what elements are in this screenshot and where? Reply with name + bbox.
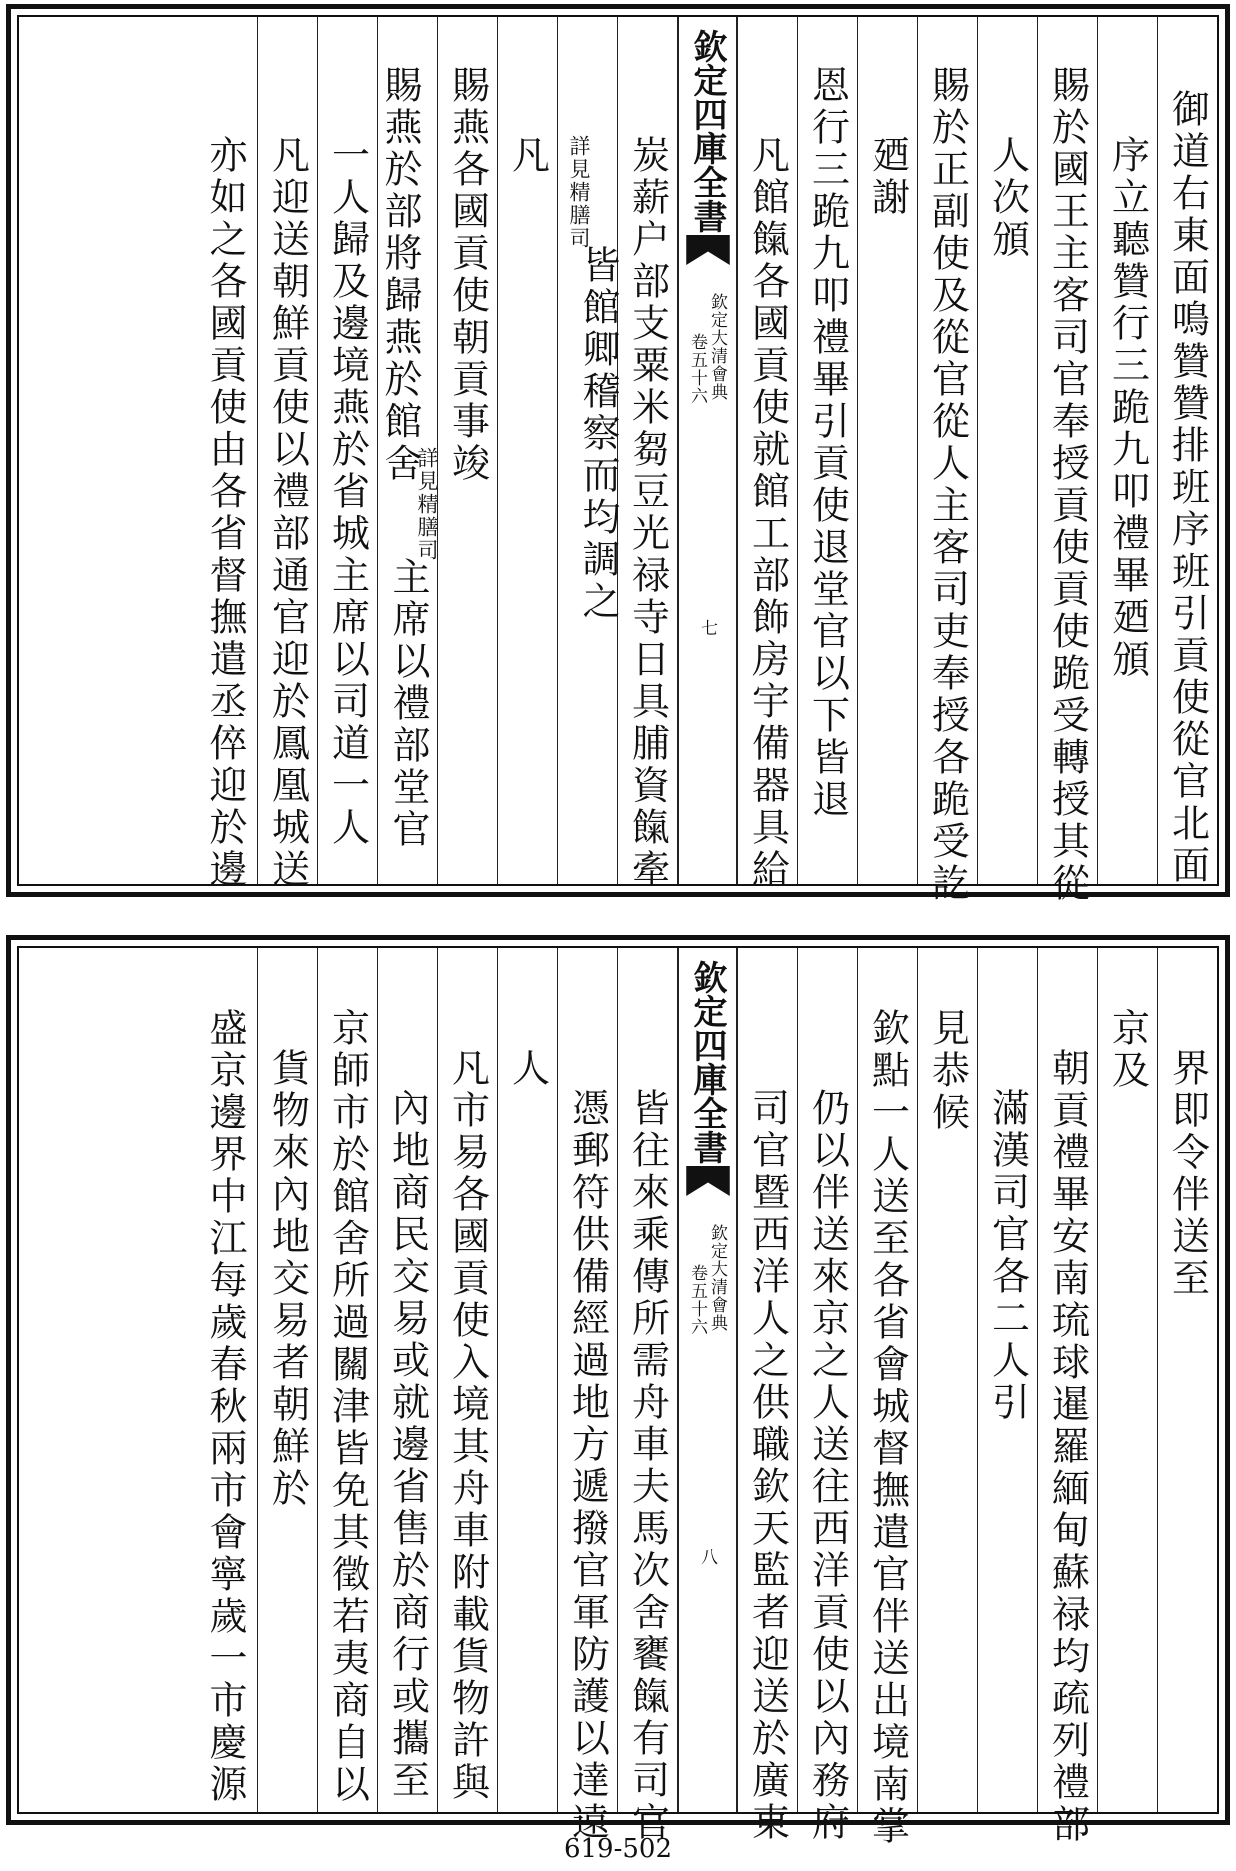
text-column: 賜於正副使及從官從人主客司吏奉授各跪受訖	[925, 65, 970, 905]
column	[257, 948, 317, 1812]
column	[737, 948, 797, 1844]
column	[977, 948, 1037, 1812]
text-column: 皆往來乘傳所需舟車夫馬次舍饔餼有司官	[625, 1088, 670, 1844]
column	[797, 17, 857, 884]
text-column: 賜燕各國貢使朝貢事竣	[445, 65, 490, 485]
text-column: 序立聽贊行三跪九叩禮畢廼頒	[1105, 135, 1150, 681]
text-column: 主席以禮部堂官	[386, 557, 430, 851]
fold-title: 欽定四庫全書	[687, 960, 727, 1164]
text-column: 皆館卿稽察而均調之	[576, 245, 620, 623]
fold-title: 欽定四庫全書	[687, 29, 727, 233]
text-column: 炭薪户部支粟米芻豆光禄寺日具脯資餼牽	[625, 135, 670, 891]
column	[377, 948, 437, 1812]
fishtail-mark-icon	[679, 235, 737, 265]
text-column: 朝貢禮畢安南琉球暹羅緬甸蘇禄均疏列禮部	[1045, 1048, 1090, 1846]
center-fold	[678, 948, 737, 1812]
column	[977, 17, 1037, 884]
column	[317, 948, 377, 1812]
top-columns	[19, 17, 1217, 905]
column	[317, 17, 377, 884]
column	[1037, 948, 1097, 1846]
column	[377, 17, 437, 884]
column	[1157, 17, 1217, 887]
bottom-page	[6, 935, 1230, 1848]
column	[1097, 948, 1157, 1812]
text-column: 見恭候	[925, 1008, 970, 1134]
column	[257, 17, 317, 891]
fold-column	[677, 17, 737, 884]
column	[1157, 948, 1217, 1812]
fold-book-title: 欽定大清會典	[707, 1224, 727, 1332]
column	[917, 17, 977, 905]
text-column: 人次頒	[985, 135, 1030, 261]
column	[737, 17, 797, 891]
fold-page-number: 七	[697, 619, 717, 636]
column	[857, 17, 917, 884]
text-column: 憑郵符供備經過地方遞撥官軍防護以達遠	[565, 1088, 610, 1844]
text-column: 貨物來內地交易者朝鮮於	[265, 1048, 310, 1510]
column	[497, 17, 557, 884]
text-column: 凡館餼各國貢使就館工部飾房宇備器具給	[745, 135, 790, 891]
fishtail-mark-icon	[679, 1166, 737, 1196]
column	[193, 17, 257, 891]
text-column: 司官暨西洋人之供職欽天監者迎送於廣東	[745, 1088, 790, 1844]
annotation-text: 詳見精膳司	[415, 447, 439, 562]
text-column: 亦如之各國貢使由各省督撫遣丞倅迎於邊	[203, 135, 247, 891]
text-column: 恩行三跪九叩禮畢引貢使退堂官以下皆退	[805, 65, 850, 821]
top-page	[6, 4, 1230, 905]
text-column: 凡迎送朝鮮貢使以禮部通官迎於鳳凰城送	[265, 135, 310, 891]
column	[193, 948, 257, 1812]
text-column: 廼謝	[865, 135, 910, 219]
annotation-text: 詳見精膳司	[567, 135, 591, 250]
text-column: 滿漢司官各二人引	[985, 1088, 1030, 1424]
annotation	[564, 135, 594, 250]
column	[557, 17, 620, 884]
text-column: 凡	[505, 135, 550, 177]
text-column: 賜燕於部將歸燕於館舍	[378, 65, 422, 485]
column	[617, 948, 677, 1844]
fold-volume: 卷五十六	[687, 1264, 707, 1336]
text-column: 界即令伴送至	[1165, 1048, 1210, 1300]
column	[617, 17, 677, 891]
column	[437, 17, 497, 884]
top-page-frame	[17, 15, 1219, 905]
text-column: 欽點一人送至各省會城督撫遣官伴送出境南掌	[865, 1008, 910, 1848]
text-column: 仍以伴送來京之人送往西洋貢使以內務府	[805, 1088, 850, 1844]
text-column: 御道右東面鳴贊贊排班序班引貢使從官北面	[1165, 89, 1210, 887]
fold-column	[677, 948, 737, 1812]
text-column: 人	[505, 1048, 550, 1090]
text-column: 盛京邊界中江每歲春秋兩市會寧歲一市慶源	[203, 1008, 247, 1806]
column	[1037, 17, 1097, 905]
text-column: 賜於國王主客司官奉授貢使貢使跪受轉授其從	[1045, 65, 1090, 905]
column	[797, 948, 857, 1844]
fold-book-title: 欽定大清會典	[707, 293, 727, 401]
column	[1097, 17, 1157, 884]
center-fold	[678, 17, 737, 884]
text-column: 京及	[1105, 1008, 1150, 1092]
column	[557, 948, 617, 1844]
text-column: 凡市易各國貢使入境其舟車附載貨物許與	[445, 1048, 490, 1804]
column	[917, 948, 977, 1812]
bottom-columns	[19, 948, 1217, 1848]
text-column: 一人歸及邊境燕於省城主席以司道一人	[325, 135, 370, 849]
column	[497, 948, 557, 1812]
column	[437, 948, 497, 1812]
fold-volume: 卷五十六	[687, 333, 707, 405]
bottom-page-frame	[17, 946, 1219, 1848]
page-code: 619-502	[563, 1834, 673, 1864]
column	[857, 948, 917, 1848]
text-column: 內地商民交易或就邊省售於商行或攜至	[385, 1088, 430, 1802]
fold-page-number: 八	[697, 1548, 717, 1565]
text-column: 京師市於館舍所過關津皆免其徵若夷商自以	[325, 1008, 370, 1806]
annotation	[412, 447, 442, 562]
